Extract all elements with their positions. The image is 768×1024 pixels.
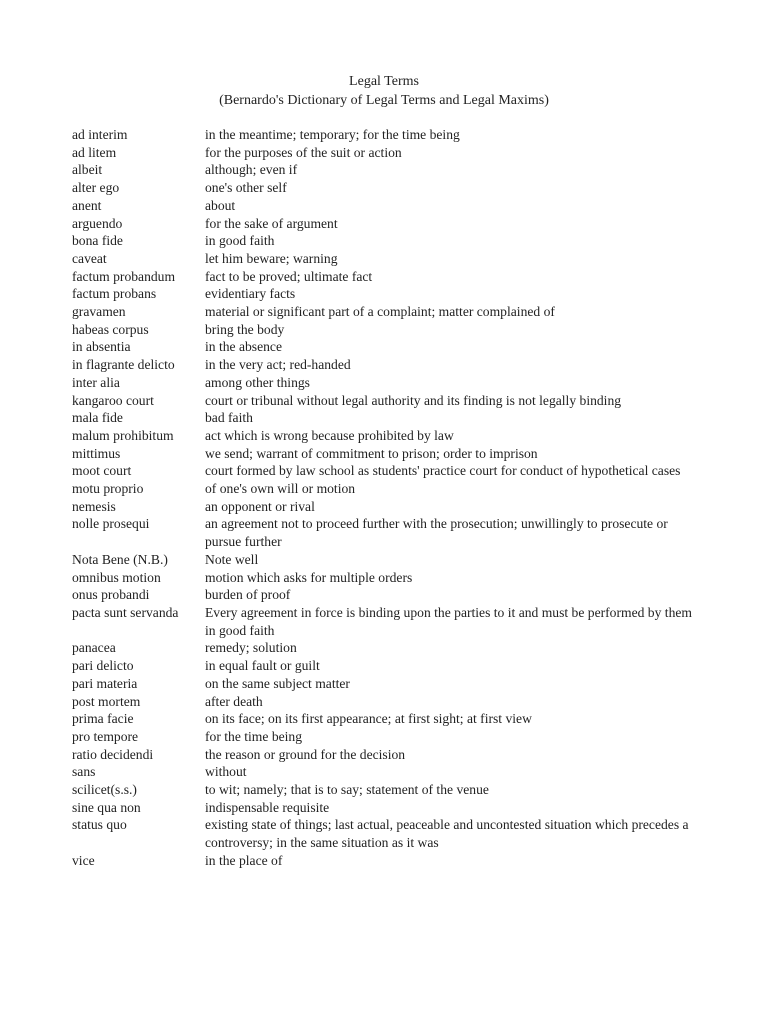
glossary-definition: about	[205, 197, 236, 213]
glossary-entry	[72, 215, 702, 233]
glossary-entry	[72, 852, 702, 870]
glossary-definition: act which is wrong because prohibited by law	[205, 427, 454, 443]
glossary-entry	[72, 639, 702, 657]
glossary-term: anent	[72, 197, 102, 213]
glossary-entry	[72, 816, 702, 851]
glossary-entry	[72, 657, 702, 675]
glossary-term: malum prohibitum	[72, 427, 174, 443]
glossary-entry	[72, 356, 702, 374]
glossary-term: panacea	[72, 640, 116, 656]
glossary-entry	[72, 781, 702, 799]
glossary-term: prima facie	[72, 711, 134, 727]
glossary-definition: of one's own will or motion	[205, 481, 356, 497]
glossary-definition: burden of proof	[205, 587, 291, 603]
glossary-term: nolle prosequi	[72, 516, 150, 532]
legal-terms-glossary	[72, 126, 702, 870]
glossary-entry	[72, 551, 702, 569]
glossary-term: inter alia	[72, 374, 120, 390]
glossary-entry	[72, 763, 702, 781]
glossary-entry	[72, 232, 702, 250]
glossary-term: arguendo	[72, 215, 123, 231]
glossary-definition: for the purposes of the suit or action	[205, 144, 402, 160]
glossary-entry	[72, 693, 702, 711]
glossary-term: in flagrante delicto	[72, 357, 175, 373]
glossary-entry	[72, 197, 702, 215]
glossary-entry	[72, 427, 702, 445]
glossary-definition: evidentiary facts	[205, 286, 296, 302]
glossary-entry	[72, 746, 702, 764]
glossary-definition: in the place of	[205, 852, 283, 868]
glossary-entry	[72, 728, 702, 746]
glossary-term: pro tempore	[72, 728, 139, 744]
glossary-definition: bad faith	[205, 410, 253, 426]
glossary-entry	[72, 480, 702, 498]
glossary-term: status quo	[72, 817, 127, 833]
glossary-entry	[72, 675, 702, 693]
glossary-entry	[72, 268, 702, 286]
glossary-term: pacta sunt servanda	[72, 604, 179, 620]
glossary-entry	[72, 799, 702, 817]
glossary-term: factum probans	[72, 286, 157, 302]
glossary-definition: after death	[205, 693, 263, 709]
glossary-entry	[72, 303, 702, 321]
glossary-term: pari delicto	[72, 658, 134, 674]
glossary-definition: existing state of things; last actual, peaceable and uncontested situation which precedes a controversy; in the same situation as it was	[205, 817, 689, 851]
glossary-definition: an opponent or rival	[205, 498, 315, 514]
glossary-term: moot court	[72, 463, 132, 479]
glossary-definition: in the very act; red-handed	[205, 357, 351, 373]
glossary-definition: court or tribunal without legal authority and its finding is not legally binding	[205, 392, 622, 408]
glossary-definition: although; even if	[205, 162, 298, 178]
glossary-term: bona fide	[72, 233, 123, 249]
glossary-definition: in the absence	[205, 339, 282, 355]
glossary-term: in absentia	[72, 339, 131, 355]
glossary-term: post mortem	[72, 693, 141, 709]
glossary-entry	[72, 710, 702, 728]
glossary-definition: for the sake of argument	[205, 215, 338, 231]
glossary-definition: Every agreement in force is binding upon the parties to it and must be performed by them in good faith	[205, 604, 692, 638]
document-subtitle: (Bernardo's Dictionary of Legal Terms and Legal Maxims)	[219, 93, 549, 108]
glossary-definition: among other things	[205, 374, 310, 390]
glossary-term: mittimus	[72, 445, 121, 461]
glossary-definition: on its face; on its first appearance; at first sight; at first view	[205, 711, 532, 727]
glossary-definition: bring the body	[205, 321, 285, 337]
glossary-entry	[72, 285, 702, 303]
glossary-definition: Note well	[205, 551, 259, 567]
glossary-term: pari materia	[72, 675, 138, 691]
glossary-definition: in good faith	[205, 233, 275, 249]
glossary-definition: an agreement not to proceed further with the prosecution; unwillingly to prosecute or pursue further	[205, 516, 668, 550]
glossary-term: albeit	[72, 162, 103, 178]
glossary-term: nemesis	[72, 498, 116, 514]
glossary-term: caveat	[72, 250, 107, 266]
glossary-entry	[72, 409, 702, 427]
glossary-entry	[72, 515, 702, 550]
glossary-entry	[72, 374, 702, 392]
glossary-term: ratio decidendi	[72, 746, 154, 762]
glossary-term: scilicet(s.s.)	[72, 782, 137, 798]
glossary-definition: remedy; solution	[205, 640, 297, 656]
glossary-definition: one's other self	[205, 180, 287, 196]
glossary-term: kangaroo court	[72, 392, 154, 408]
glossary-definition: let him beware; warning	[205, 250, 338, 266]
glossary-term: motu proprio	[72, 481, 144, 497]
glossary-entry	[72, 321, 702, 339]
glossary-definition: on the same subject matter	[205, 675, 350, 691]
glossary-term: sine qua non	[72, 799, 141, 815]
glossary-entry	[72, 179, 702, 197]
glossary-definition: material or significant part of a complaint; matter complained of	[205, 304, 555, 320]
glossary-entry	[72, 392, 702, 410]
glossary-term: habeas corpus	[72, 321, 149, 337]
glossary-term: Nota Bene (N.B.)	[72, 551, 168, 567]
glossary-entry	[72, 586, 702, 604]
glossary-entry	[72, 569, 702, 587]
glossary-definition: motion which asks for multiple orders	[205, 569, 413, 585]
glossary-definition: for the time being	[205, 728, 303, 744]
glossary-term: mala fide	[72, 410, 123, 426]
glossary-term: gravamen	[72, 304, 126, 320]
glossary-definition: indispensable requisite	[205, 799, 330, 815]
glossary-term: factum probandum	[72, 268, 176, 284]
glossary-definition: court formed by law school as students' practice court for conduct of hypothetical cases	[205, 463, 681, 479]
glossary-entry	[72, 338, 702, 356]
glossary-entry	[72, 126, 702, 144]
glossary-term: ad litem	[72, 144, 117, 160]
glossary-definition: fact to be proved; ultimate fact	[205, 268, 373, 284]
glossary-definition: the reason or ground for the decision	[205, 746, 406, 762]
glossary-definition: to wit; namely; that is to say; statement of the venue	[205, 782, 489, 798]
glossary-entry	[72, 144, 702, 162]
glossary-definition: in the meantime; temporary; for the time being	[205, 127, 460, 142]
glossary-term: vice	[72, 852, 95, 868]
document-title: Legal Terms	[349, 74, 419, 89]
glossary-term: sans	[72, 764, 96, 780]
glossary-entry	[72, 161, 702, 179]
glossary-definition: in equal fault or guilt	[205, 658, 320, 674]
glossary-term: alter ego	[72, 180, 120, 196]
glossary-term: omnibus motion	[72, 569, 161, 585]
glossary-term: onus probandi	[72, 587, 150, 603]
glossary-entry	[72, 250, 702, 268]
glossary-definition: without	[205, 764, 247, 780]
glossary-entry	[72, 498, 702, 516]
glossary-entry	[72, 462, 702, 480]
glossary-term: ad interim	[72, 127, 128, 142]
glossary-entry	[72, 604, 702, 639]
glossary-definition: we send; warrant of commitment to prison; order to imprison	[205, 445, 538, 461]
glossary-entry	[72, 445, 702, 463]
